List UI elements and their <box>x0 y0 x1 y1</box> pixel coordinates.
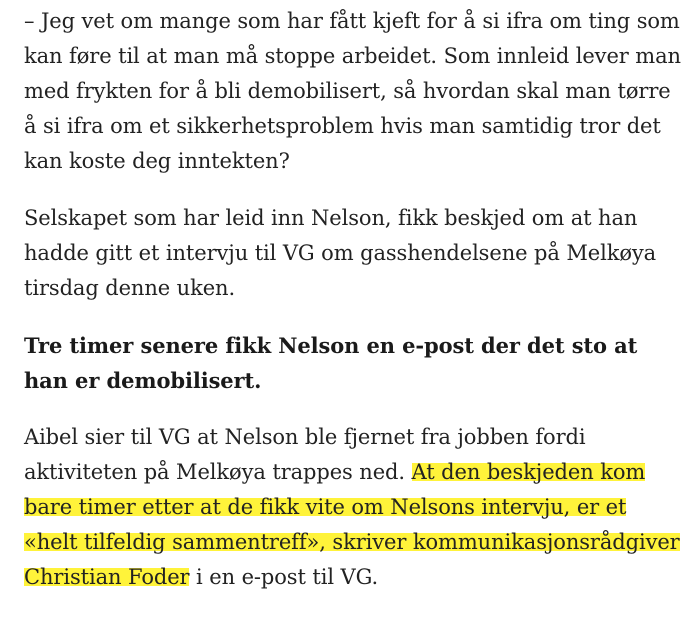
highlighted-paragraph <box>24 420 684 595</box>
paragraph-text-end: i en e-post til VG. <box>189 565 379 589</box>
quote-paragraph: – Jeg vet om mange som har fått kjeft for å si ifra om ting som kan føre til at man må stoppe arbeidet. Som innleid lever man med frykten for å bli demobilisert, så hvordan skal man tørre å si ifra om et sikkerhetsproblem hvis man samtidig tror det kan koste deg inntekten? <box>24 9 681 173</box>
highlighted-text: At den beskjeden kom bare timer etter at de fikk vite om Nelsons intervju, er et «helt tilfeldig sammentreff», skriver kommunikasjonsrådgiver Christian Foder <box>24 460 680 589</box>
body-paragraph: Selskapet som har leid inn Nelson, fikk beskjed om at han hadde gitt et intervju til VG om gasshendelsene på Melkøya tirsdag denne uken. <box>24 206 657 300</box>
article-body <box>24 0 684 617</box>
paragraph-text: Aibel sier til VG at Nelson ble fjernet fra jobben fordi aktiviteten på Melkøya trappes ned. <box>24 425 586 484</box>
bold-lead-paragraph: Tre timer senere fikk Nelson en e-post der det sto at han er demobilisert. <box>24 333 638 393</box>
